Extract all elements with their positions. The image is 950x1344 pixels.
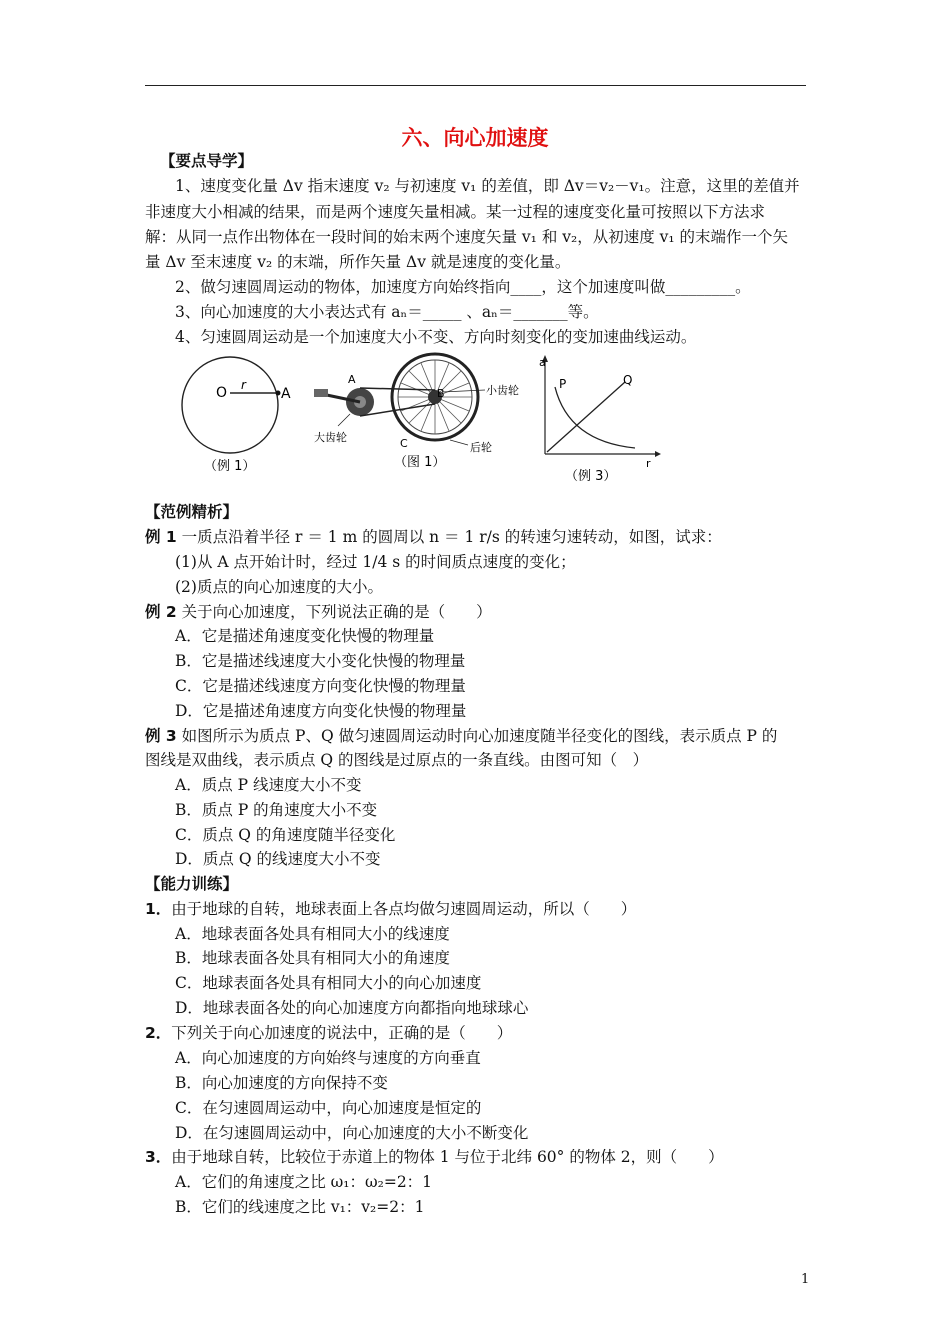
- option-line: B．向心加速度的方向保持不变: [175, 1074, 388, 1092]
- question-text: 由于地球的自转，地球表面上各点均做匀速圆周运动，所以（ ）: [171, 900, 637, 918]
- question-number: 1．: [145, 900, 172, 918]
- paragraph-line: 4、匀速圆周运动是一个加速度大小不变、方向时刻变化的变加速曲线运动。: [175, 328, 697, 346]
- question-number: 3．: [145, 1148, 172, 1166]
- example-text-continued: 图线是双曲线，表示质点 Q 的图线是过原点的一条直线。由图可知（ ）: [145, 751, 649, 769]
- label-r: r: [241, 378, 246, 392]
- section-heading-practice: 【能力训练】: [145, 875, 239, 893]
- option-line: A．质点 P 线速度大小不变: [175, 776, 362, 794]
- option-line: B．地球表面各处具有相同大小的角速度: [175, 949, 450, 967]
- label-Q: Q: [623, 373, 633, 387]
- option-line: D．它是描述角速度方向变化快慢的物理量: [175, 702, 467, 720]
- option-line: B．它们的线速度之比 v₁：v₂=2：1: [175, 1198, 425, 1216]
- option-line: C．在匀速圆周运动中，向心加速度是恒定的: [175, 1099, 482, 1117]
- label-B: B: [437, 387, 445, 400]
- section-heading-examples: 【范例精析】: [145, 503, 239, 521]
- header-rule: [145, 85, 806, 86]
- label-a-axis: a: [539, 356, 546, 369]
- example-label: 例 3: [145, 727, 177, 745]
- option-line: A．地球表面各处具有相同大小的线速度: [175, 925, 450, 943]
- practice-question-1: [145, 897, 636, 921]
- option-line: D．质点 Q 的线速度大小不变: [175, 850, 381, 868]
- example-question: (2)质点的向心加速度的大小。: [175, 578, 383, 596]
- figure-bicycle-gears: [310, 352, 535, 477]
- page-number: 1: [801, 1272, 810, 1287]
- example-text: 关于向心加速度，下列说法正确的是（ ）: [176, 603, 492, 621]
- option-line: C．地球表面各处具有相同大小的向心加速度: [175, 974, 482, 992]
- paragraph-line: 量 Δv 至末速度 v₂ 的末端，所作矢量 Δv 就是速度的变化量。: [145, 253, 571, 271]
- example-1: [145, 525, 722, 549]
- section-heading-key-points: 【要点导学】: [160, 152, 254, 170]
- practice-question-3: [145, 1145, 724, 1169]
- label-rear-wheel: 后轮: [470, 441, 492, 454]
- paragraph-line: 解：从同一点作出物体在一段时间的始末两个速度矢量 v₁ 和 v₂，从初速度 v₁ 的末端作一个矢: [145, 228, 789, 246]
- example-3: [145, 724, 777, 748]
- figure-caption: （图 1）: [394, 455, 446, 470]
- question-text: 下列关于向心加速度的说法中，正确的是（ ）: [171, 1024, 513, 1042]
- option-line: A．它们的角速度之比 ω₁：ω₂=2：1: [175, 1173, 433, 1191]
- label-A: A: [348, 373, 356, 386]
- figure-caption: （例 3）: [565, 469, 617, 484]
- figure-caption: （例 1）: [204, 459, 256, 474]
- option-line: D．在匀速圆周运动中，向心加速度的大小不断变化: [175, 1124, 529, 1142]
- option-line: A．向心加速度的方向始终与速度的方向垂直: [175, 1049, 481, 1067]
- paragraph-line: 非速度大小相减的结果，而是两个速度矢量相减。某一过程的速度变化量可按照以下方法求: [145, 203, 766, 221]
- figure-example1-circle: [170, 352, 310, 477]
- paragraph-line: 1、速度变化量 Δv 指末速度 v₂ 与初速度 v₁ 的差值，即 Δv＝v₂－v₁。注意，这里的差值并: [175, 177, 800, 195]
- page-title: 六、向心加速度: [401, 126, 549, 150]
- question-text: 由于地球自转，比较位于赤道上的物体 1 与位于北纬 60° 的物体 2，则（ ）: [171, 1148, 724, 1166]
- label-P: P: [559, 377, 567, 391]
- option-line: A．它是描述角速度变化快慢的物理量: [175, 627, 435, 645]
- option-line: B．质点 P 的角速度大小不变: [175, 801, 378, 819]
- example-label: 例 2: [145, 603, 177, 621]
- example-text: 如图所示为质点 P、Q 做匀速圆周运动时向心加速度随半径变化的图线，表示质点 P 的: [176, 727, 778, 745]
- label-r-axis: r: [646, 457, 651, 470]
- option-line: B．它是描述线速度大小变化快慢的物理量: [175, 652, 466, 670]
- example-question: (1)从 A 点开始计时，经过 1/4 s 的时间质点速度的变化；: [175, 553, 576, 571]
- label-big-gear: 大齿轮: [314, 431, 347, 444]
- label-small-gear: 小齿轮: [486, 384, 519, 397]
- example-text: 一质点沿着半径 r ＝ 1 m 的圆周以 n ＝ 1 r/s 的转速匀速转动，如图，试求：: [176, 528, 722, 546]
- label-C: C: [400, 437, 408, 450]
- question-number: 2．: [145, 1024, 172, 1042]
- option-line: C．质点 Q 的角速度随半径变化: [175, 826, 396, 844]
- option-line: D．地球表面各处的向心加速度方向都指向地球球心: [175, 999, 529, 1017]
- option-line: C．它是描述线速度方向变化快慢的物理量: [175, 677, 466, 695]
- paragraph-line: 2、做匀速圆周运动的物体，加速度方向始终指向____，这个加速度叫做_________。: [175, 278, 751, 296]
- example-label: 例 1: [145, 528, 177, 546]
- paragraph-line: 3、向心加速度的大小表达式有 aₙ＝_____ 、aₙ＝_______等。: [175, 303, 599, 321]
- example-2: [145, 600, 492, 624]
- label-O: O: [216, 385, 228, 401]
- figure-example3-graph: [535, 352, 665, 487]
- practice-question-2: [145, 1021, 512, 1045]
- label-A: A: [281, 386, 291, 402]
